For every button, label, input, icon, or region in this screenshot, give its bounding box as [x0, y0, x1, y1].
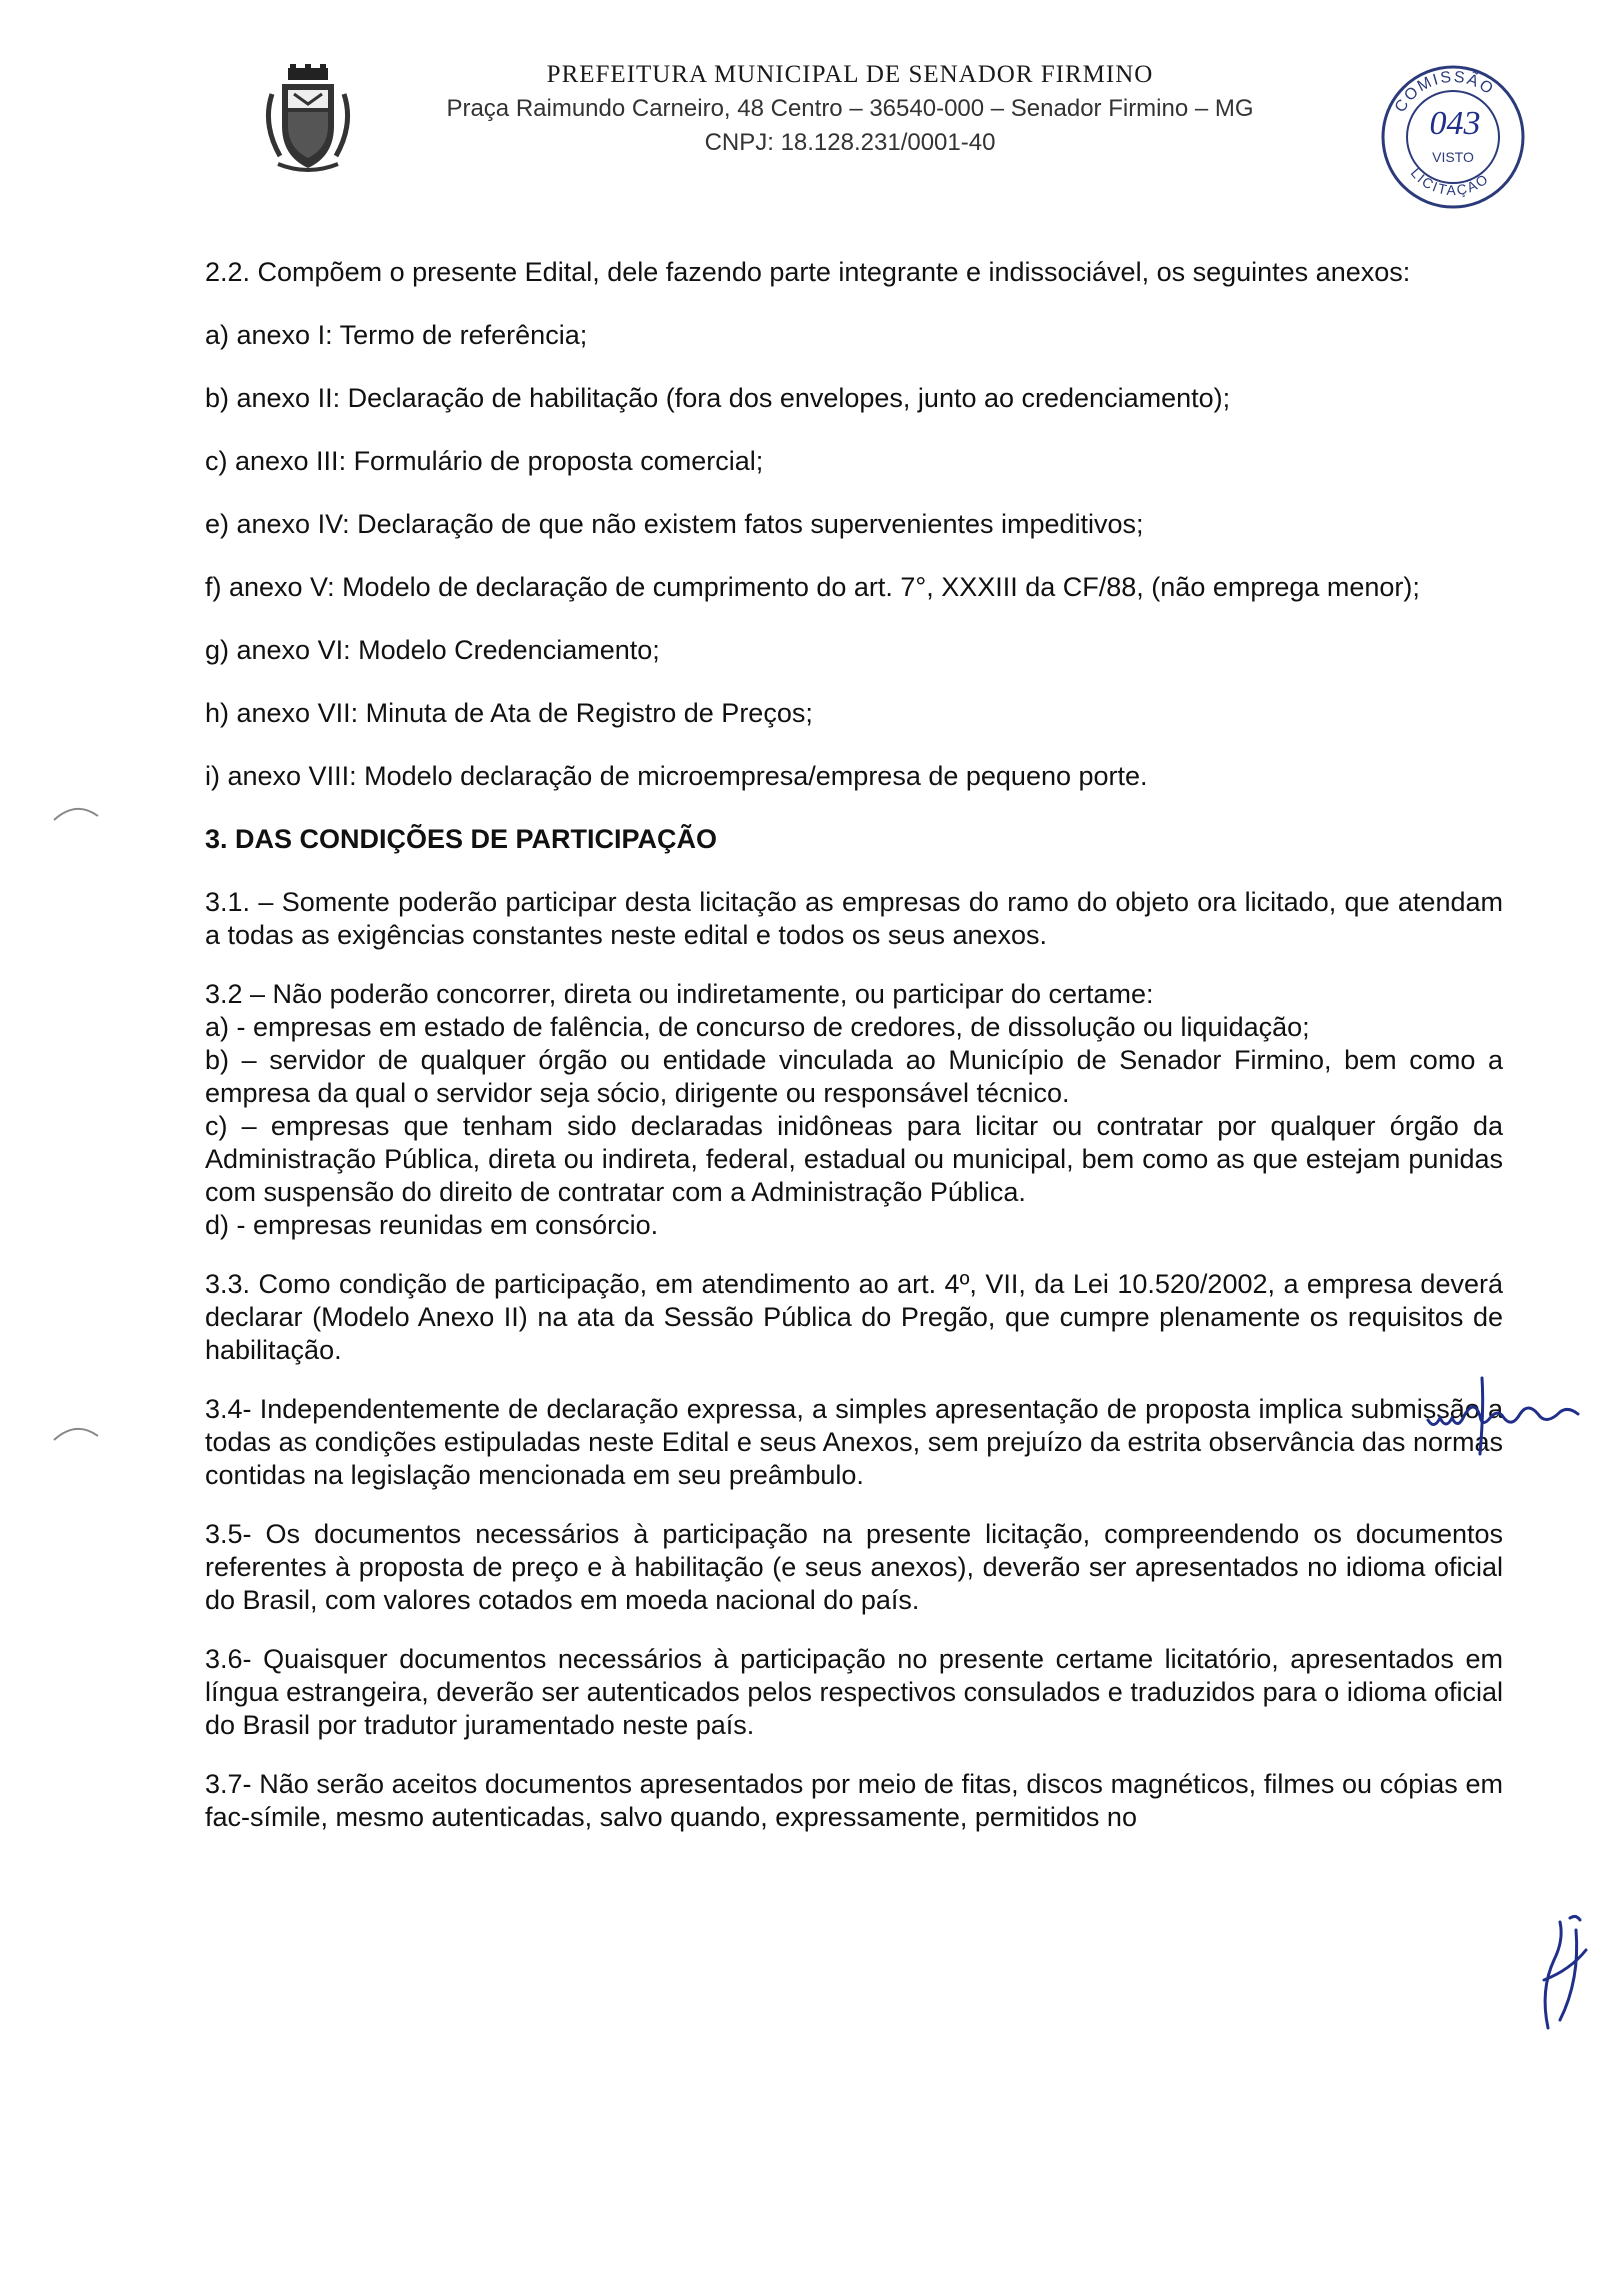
- paragraph-3-2-intro: 3.2 – Não poderão concorrer, direta ou indiretamente, ou participar do certame:: [205, 979, 1154, 1009]
- paragraph-2-2: 2.2. Compõem o presente Edital, dele fazendo parte integrante e indissociável, os seguintes anexos:: [205, 257, 1411, 287]
- municipality-title: PREFEITURA MUNICIPAL DE SENADOR FIRMINO: [546, 61, 1154, 88]
- document-body: [205, 256, 1503, 1834]
- annex-item-a: a) anexo I: Termo de referência;: [205, 320, 588, 350]
- cnpj-line: CNPJ: 18.128.231/0001-40: [704, 129, 996, 156]
- commission-stamp: [1378, 62, 1528, 212]
- annex-item-c: c) anexo III: Formulário de proposta comercial;: [205, 446, 764, 476]
- stamp-middle-text: VISTO: [1432, 149, 1474, 165]
- paragraph-3-2-a: a) - empresas em estado de falência, de concurso de credores, de dissolução ou liquidação;: [205, 1012, 1310, 1042]
- paragraph-3-5: 3.5- Os documentos necessários à participação na presente licitação, compreendendo os documentos referentes à proposta de preço e à habilitação (e seus anexos), deverão ser apresentados no idioma oficial do Brasil, com valores cotados em moeda nacional do país.: [205, 1519, 1503, 1615]
- paragraph-3-4: 3.4- Independentemente de declaração expressa, a simples apresentação de proposta implica submissão a todas as condições estipuladas neste Edital e seus Anexos, sem prejuízo da estrita observância das normas contidas na legislação mencionada em seu preâmbulo.: [205, 1394, 1503, 1490]
- annex-item-f: f) anexo V: Modelo de declaração de cumprimento do art. 7°, XXXIII da CF/88, (não emprega menor);: [205, 572, 1420, 602]
- paragraph-3-7: 3.7- Não serão aceitos documentos apresentados por meio de fitas, discos magnéticos, filmes ou cópias em fac-símile, mesmo autenticadas, salvo quando, expressamente, permitidos no: [205, 1769, 1503, 1832]
- annex-item-h: h) anexo VII: Minuta de Ata de Registro de Preços;: [205, 698, 813, 728]
- address-line: Praça Raimundo Carneiro, 48 Centro – 36540-000 – Senador Firmino – MG: [446, 95, 1254, 122]
- paragraph-3-1: 3.1. – Somente poderão participar desta licitação as empresas do ramo do objeto ora licitado, que atendam a todas as exigências constantes neste edital e todos os seus anexos.: [205, 887, 1503, 950]
- scan-mark-left-upper: [52, 798, 102, 828]
- paragraph-3-2-b: b) – servidor de qualquer órgão ou entidade vinculada ao Município de Senador Firmino, bem como a empresa da qual o servidor seja sócio, dirigente ou responsável técnico.: [205, 1045, 1503, 1108]
- paragraph-3-2-d: d) - empresas reunidas em consórcio.: [205, 1210, 659, 1240]
- stamp-bottom-text: LICITAÇÃO: [1407, 164, 1493, 199]
- annex-item-i: i) anexo VIII: Modelo declaração de microempresa/empresa de pequeno porte.: [205, 761, 1148, 791]
- stamp-number: 043: [1429, 105, 1481, 142]
- municipal-coat-of-arms-icon: [258, 64, 358, 176]
- margin-rubric-signature: [1530, 1910, 1600, 2040]
- scan-mark-left-lower: [52, 1418, 102, 1448]
- paragraph-3-6: 3.6- Quaisquer documentos necessários à participação no presente certame licitatório, apresentados em língua estrangeira, deverão ser autenticados pelos respectivos consulados e traduzidos para o idioma oficial do Brasil por tradutor juramentado neste país.: [205, 1644, 1503, 1740]
- letterhead: [0, 58, 1600, 168]
- stamp-top-text: COMISSÃO: [1391, 68, 1498, 116]
- annex-item-e: e) anexo IV: Declaração de que não existem fatos supervenientes impeditivos;: [205, 509, 1144, 539]
- handwritten-initials-signature: [1420, 1368, 1590, 1458]
- annex-item-b: b) anexo II: Declaração de habilitação (fora dos envelopes, junto ao credenciamento);: [205, 383, 1231, 413]
- paragraph-3-3: 3.3. Como condição de participação, em atendimento ao art. 4º, VII, da Lei 10.520/2002, a empresa deverá declarar (Modelo Anexo II) na ata da Sessão Pública do Pregão, que cumpre plenamente os requisitos de habilitação.: [205, 1269, 1503, 1365]
- section-3-heading: 3. DAS CONDIÇÕES DE PARTICIPAÇÃO: [205, 824, 718, 854]
- annex-item-g: g) anexo VI: Modelo Credenciamento;: [205, 635, 660, 665]
- paragraph-3-2-c: c) – empresas que tenham sido declaradas inidôneas para licitar ou contratar por qualquer órgão da Administração Pública, direta ou indireta, federal, estadual ou municipal, bem como as que estejam punidas com suspensão do direito de contratar com a Administração Pública.: [205, 1111, 1503, 1207]
- svg-text:LICITAÇÃO: [1408, 165, 1492, 198]
